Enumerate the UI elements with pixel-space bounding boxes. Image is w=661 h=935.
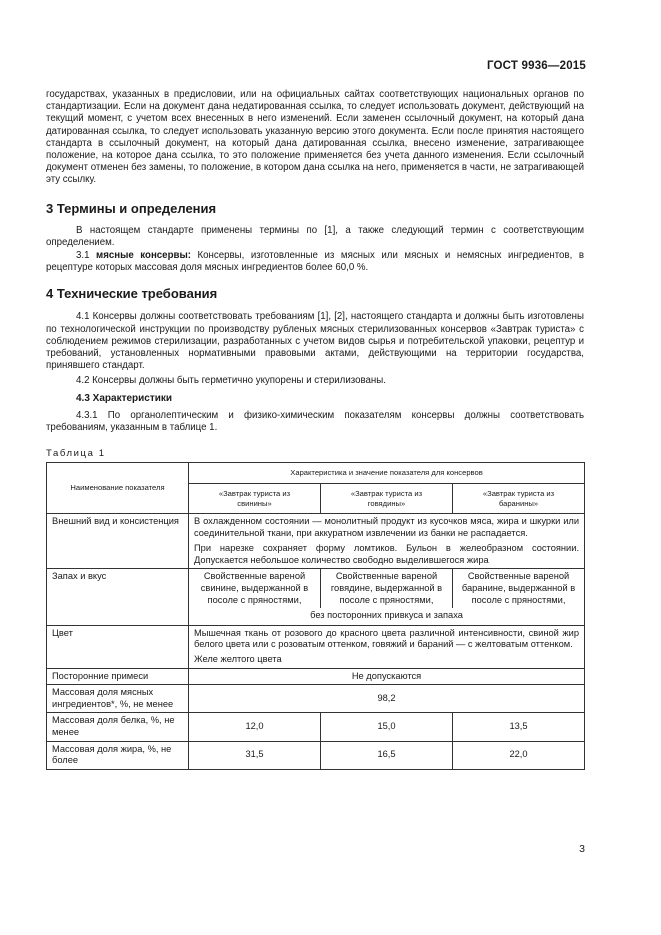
protein-lamb: 13,5 <box>453 713 585 741</box>
row-smell-name: Запах и вкус <box>47 569 189 625</box>
head-col-beef: «Завтрак туриста из говядины» <box>321 484 453 514</box>
protein-pork: 12,0 <box>189 713 321 741</box>
row-protein-name: Массовая доля белка, %, не менее <box>47 713 189 741</box>
color-text-1: Мышечная ткань от розового до красного цвета различной интенсивности, свиной жир белого цвета или с розоватым оттенком, говяжий и бараний — с желтоватым оттенком. <box>194 627 580 650</box>
row-smell <box>47 569 585 608</box>
appearance-text-1: В охлажденном состоянии — монолитный продукт из кусочков мяса, жира и шкурки или соединительной ткани, при аккуратном извлечении из банки не распадается. <box>194 516 580 538</box>
head-param-cell: Наименование показателя <box>47 463 189 514</box>
smell-pork: Свойственные вареной свинине, выдержанной в посоле с пряностями, <box>189 569 321 608</box>
row-appearance <box>47 514 585 569</box>
definition-term: мясные консервы: <box>96 250 191 262</box>
page-content <box>46 89 584 770</box>
clause-4-2: 4.2 Консервы должны быть герметично укупорены и стерилизованы. <box>76 375 386 387</box>
table-caption: Таблица 1 <box>46 448 106 460</box>
fat-lamb: 22,0 <box>453 741 585 769</box>
intro-paragraph: государствах, указанных в предисловии, или на официальных сайтах соответствующих национальных органов по стандартизации. Если на документ дана недатированная ссылка, то следует использовать документ, действующий на текущий момент, с учетом всех внесенных в него изменений. Если заменен ссылочный документ, на который дана датированная ссылка, то следует использовать указанную версию этого документа. Если после принятия настоящего стандарта в ссылочный документ, на который дана датированная ссылка, внесено изменение, затрагивающее положение, на которое дана ссылка, то это положение применяется без учета данного изменения. Если ссылочный документ отменен без замены, то положение, в котором дана ссылка на него, применяется в части, не затрагивающей эту ссылку. <box>46 89 584 186</box>
fat-beef: 16,5 <box>321 741 453 769</box>
head-group-cell: Характеристика и значение показателя для консервов <box>189 463 585 484</box>
definition-3-1 <box>46 250 584 274</box>
row-impurities <box>47 668 585 685</box>
section-3-title: 3 Термины и определения <box>46 200 217 216</box>
row-meat-name: Массовая доля мясных ингредиентов*, %, не менее <box>47 685 189 713</box>
color-text-2: Желе желтого цвета <box>194 654 282 664</box>
head-col-pork: «Завтрак туриста из свинины» <box>189 484 321 514</box>
row-meat <box>47 685 585 713</box>
table-head-row <box>47 463 585 484</box>
row-color-name: Цвет <box>47 625 189 668</box>
definition-number: 3.1 <box>76 250 97 262</box>
clause-4-3-title: 4.3 Характеристики <box>76 392 173 404</box>
section-4-title: 4 Технические требования <box>46 286 218 302</box>
row-impurities-name: Посторонние примеси <box>47 668 189 685</box>
definition-text: Консервы, изготовленные из мясных или мясных и немясных ингредиентов, в рецептуре которых массовая доля мясных ингредиентов более 60,0 %. <box>46 250 584 274</box>
page-number: 3 <box>579 843 585 855</box>
smell-lamb: Свойственные вареной баранине, выдержанной в посоле с пряностями, <box>453 569 585 608</box>
row-meat-value: 98,2 <box>189 685 585 713</box>
row-color-value <box>189 625 585 668</box>
row-color <box>47 625 585 668</box>
clause-4-3-1: 4.3.1 По органолептическим и физико-химическим показателям консервы должны соответствовать требованиям, указанным в таблице 1. <box>46 409 584 433</box>
protein-beef: 15,0 <box>321 713 453 741</box>
row-appearance-name: Внешний вид и консистенция <box>47 514 189 569</box>
smell-common: без посторонних привкуса и запаха <box>189 608 585 625</box>
section-3-paragraph: В настоящем стандарте применены термины по [1], а также следующий термин с соответствующим определением. <box>46 224 584 248</box>
fat-pork: 31,5 <box>189 741 321 769</box>
row-impurities-value: Не допускаются <box>189 668 585 685</box>
row-fat-name: Массовая доля жира, %, не более <box>47 741 189 769</box>
table-1 <box>46 462 585 770</box>
row-appearance-value <box>189 514 585 569</box>
row-protein <box>47 713 585 741</box>
smell-beef: Свойственные вареной говядине, выдержанной в посоле с пряностями, <box>321 569 453 608</box>
appearance-text-2: При нарезке сохраняет форму ломтиков. Бульон в желеобразном состоянии. Допускается небольшое количество свободно выделившегося жира <box>194 543 580 565</box>
document-header-id: ГОСТ 9936—2015 <box>486 60 586 72</box>
row-fat <box>47 741 585 769</box>
clause-4-1: 4.1 Консервы должны соответствовать требованиям [1], [2], настоящего стандарта и должны быть изготовлены по технологической инструкции по производству рубленых мясных стерилизованных консервов «Завтрак туриста» с соблюдением режимов стерилизации, разработанных с учетом видов сырья и потребительской упаковки, рецептур и требований, установленных нормативными правовыми актами, действующими на территории государства, принявшего стандарт. <box>46 311 584 372</box>
head-col-lamb: «Завтрак туриста из баранины» <box>453 484 585 514</box>
